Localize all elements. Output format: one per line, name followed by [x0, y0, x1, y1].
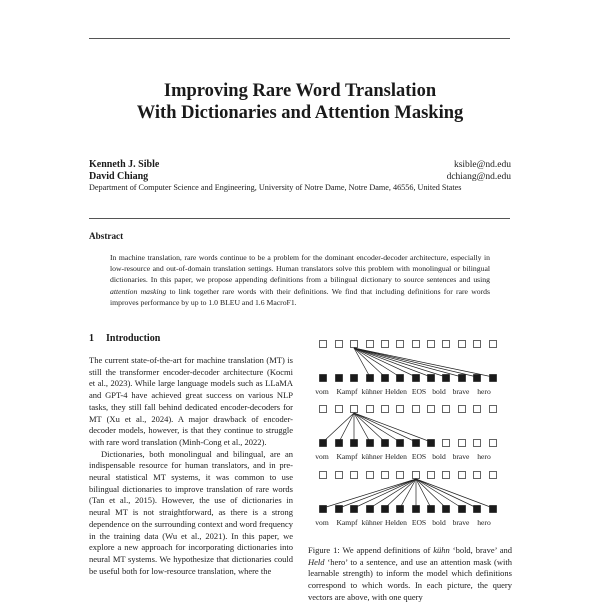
query-node [351, 472, 358, 479]
abstract-text [110, 252, 490, 308]
token-label: Kampf [336, 452, 358, 461]
query-node [320, 472, 327, 479]
key-node [428, 440, 435, 447]
token-label: Kampf [336, 518, 358, 527]
caption-part-1: Figure 1: We append definitions of [308, 545, 434, 555]
key-node [443, 440, 450, 447]
section-title: Introduction [106, 333, 161, 344]
section-heading [89, 333, 160, 344]
query-node [336, 341, 343, 348]
attention-edge [354, 479, 416, 508]
key-node [413, 440, 420, 447]
key-node [367, 506, 374, 513]
query-node [382, 472, 389, 479]
query-node [367, 341, 374, 348]
query-node [490, 406, 497, 413]
token-label: hero [477, 387, 491, 396]
attention-edge [354, 348, 462, 377]
query-node [474, 406, 481, 413]
attention-edge [354, 413, 370, 442]
attention-edge [385, 479, 416, 508]
token-label: bold [432, 387, 446, 396]
attention-edge [354, 413, 385, 442]
key-node [459, 506, 466, 513]
token-label: Helden [385, 387, 407, 396]
key-node [397, 440, 404, 447]
key-node [382, 375, 389, 382]
query-node [490, 472, 497, 479]
key-node [413, 506, 420, 513]
affiliation: Department of Computer Science and Engineering, University of Notre Dame, Notre Dame, 46556, United States [89, 183, 462, 192]
key-node [351, 440, 358, 447]
attention-edge [416, 479, 477, 508]
token-label: brave [452, 518, 470, 527]
query-node [428, 341, 435, 348]
query-node [351, 406, 358, 413]
key-node [413, 375, 420, 382]
query-node [397, 472, 404, 479]
author-name-2: David Chiang [89, 171, 149, 182]
token-label: kühner [361, 387, 383, 396]
caption-part-3: ‘hero’ to a sentence, and use an attention mask (with learnable strength) to inform the model which definitions correspond to which words. In each picture, the query vectors are above, with one query [308, 556, 512, 602]
key-node [336, 506, 343, 513]
query-node [320, 341, 327, 348]
token-label: EOS [411, 452, 427, 461]
token-label: Kampf [336, 387, 358, 396]
key-node [474, 375, 481, 382]
key-node [428, 375, 435, 382]
header-rule [89, 218, 510, 219]
key-node [397, 506, 404, 513]
key-node [474, 440, 481, 447]
key-node [320, 440, 327, 447]
attention-edge [354, 348, 493, 377]
title-line-2: With Dictionaries and Attention Masking [136, 103, 464, 123]
intro-paragraph-2: Dictionaries, both monolingual and bilingual, are an indispensable resource for human translators, and in pre-neural statistical MT systems, it was common to use bilingual dictionaries to improve translation of rare words (Tan et al., 2015). However, the use of dictionaries in neural MT is not straightforward, as there is a strong dependence on the surrounding context and word frequency in the training data (Wu et al., 2021). In this paper, we explore a new approach for incorporating dictionaries into neural MT systems. We hypothesize that dictionaries could be useful both for low-resource translation, where the [89, 448, 293, 576]
intro-paragraph-1: The current state-of-the-art for machine translation (MT) is still the transformer encoder-decoder architecture (Kocmi et al., 2023). While large language models such as LLaMA and GPT-4 have achieved great success on various NLP tasks, they still fall behind dedicated encoder-decoders for MT (Xu et al., 2024). A major drawback of encoder-decoder models, however, is that they continue to struggle with rare word translation (Minh-Cong et al., 2022). [89, 355, 293, 447]
query-node [336, 472, 343, 479]
key-node [320, 506, 327, 513]
token-label: Helden [385, 518, 407, 527]
query-node [367, 472, 374, 479]
key-node [336, 375, 343, 382]
author-email-2: dchiang@nd.edu [446, 172, 511, 182]
abstract-heading: Abstract [89, 231, 124, 241]
key-node [367, 375, 374, 382]
token-label: kühner [361, 452, 383, 461]
key-node [443, 375, 450, 382]
query-node [443, 406, 450, 413]
query-node [459, 472, 466, 479]
attention-edge [354, 348, 477, 377]
query-node [367, 406, 374, 413]
query-node [474, 472, 481, 479]
intro-body [89, 355, 293, 577]
token-label: vom [315, 387, 329, 396]
query-node [443, 472, 450, 479]
query-node [382, 341, 389, 348]
query-node [351, 341, 358, 348]
paper-title [60, 80, 540, 124]
key-node [397, 375, 404, 382]
key-node [443, 506, 450, 513]
title-line-1: Improving Rare Word Translation [163, 81, 437, 101]
author-email-1: ksible@nd.edu [453, 160, 511, 170]
caption-part-2: ‘bold, brave’ and [449, 545, 512, 555]
query-node [443, 341, 450, 348]
key-node [459, 375, 466, 382]
figure-caption [308, 545, 512, 604]
query-node [428, 472, 435, 479]
abstract-emphasis: attention masking [110, 286, 167, 296]
token-label: bold [432, 452, 446, 461]
query-node [397, 406, 404, 413]
key-node [490, 440, 497, 447]
key-node [490, 506, 497, 513]
token-label: vom [315, 518, 329, 527]
author-name-1: Kenneth J. Sible [89, 159, 160, 170]
query-node [336, 406, 343, 413]
token-label: hero [477, 518, 491, 527]
attention-edge [339, 413, 354, 442]
query-node [490, 341, 497, 348]
query-node [428, 406, 435, 413]
key-node [428, 506, 435, 513]
key-node [382, 506, 389, 513]
token-label: EOS [411, 518, 427, 527]
attention-edge [416, 479, 446, 508]
query-node [397, 341, 404, 348]
caption-word-2: Held [308, 556, 325, 567]
query-node [413, 341, 420, 348]
caption-word-1: kühn [433, 545, 450, 555]
key-node [336, 440, 343, 447]
key-node [459, 440, 466, 447]
key-node [474, 506, 481, 513]
token-label: brave [452, 387, 470, 396]
query-node [413, 472, 420, 479]
token-label: hero [477, 452, 491, 461]
token-label: Helden [385, 452, 407, 461]
key-node [320, 375, 327, 382]
token-label: bold [432, 518, 446, 527]
key-node [382, 440, 389, 447]
top-rule [89, 38, 510, 39]
key-node [351, 506, 358, 513]
query-node [382, 406, 389, 413]
query-node [474, 341, 481, 348]
token-label: EOS [411, 387, 427, 396]
token-label: vom [315, 452, 329, 461]
key-node [351, 375, 358, 382]
token-label: brave [452, 452, 470, 461]
key-node [490, 375, 497, 382]
abstract-part-2: to link together rare words with their definitions. We find that including definitions for rare words improves performance by up to 1.0 BLEU and 1.6 MacroF1. [110, 286, 490, 307]
key-node [367, 440, 374, 447]
query-node [459, 406, 466, 413]
token-label: kühner [361, 518, 383, 527]
attention-edge [323, 413, 354, 442]
abstract-part-1: In machine translation, rare words continue to be a problem for the dominant encoder-decoder architecture, especially in low-resource and out-of-domain translation settings. Human translators solve this problem with monolingual or bilingual dictionaries. In this paper, we propose appending definitions from a bilingual dictionary to source sentences and using [110, 253, 490, 285]
attention-edge [354, 413, 416, 442]
query-node [459, 341, 466, 348]
section-number: 1 [89, 333, 94, 344]
query-node [320, 406, 327, 413]
figure-attention-mask [308, 336, 512, 536]
query-node [413, 406, 420, 413]
